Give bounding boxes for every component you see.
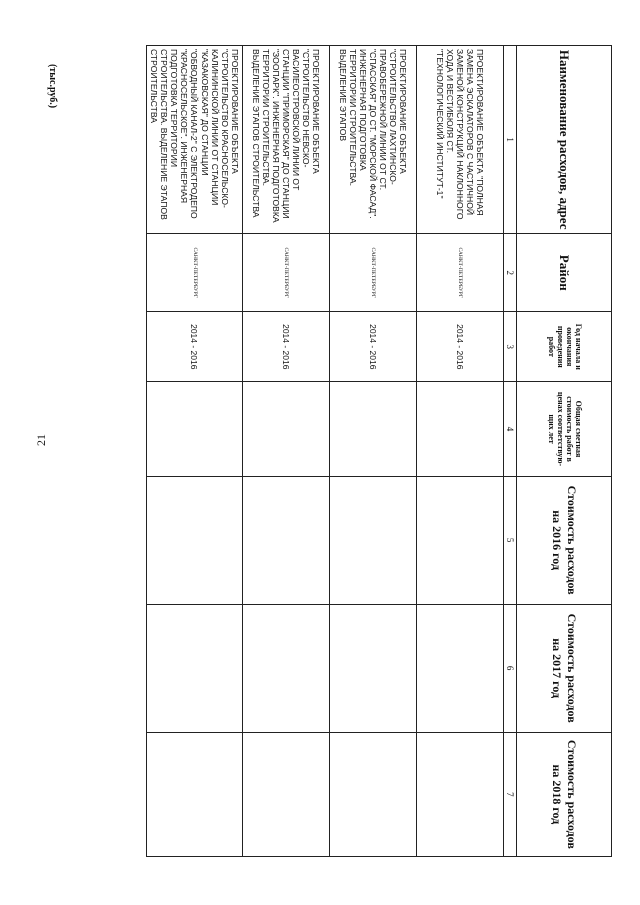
column-number: 5 — [504, 476, 517, 604]
expense-name: ПРОЕКТИРОВАНИЕ ОБЪЕКТА "СТРОИТЕЛЬСТВО НЕВСКО-ВАСИЛЕОСТРОВСКОЙ ЛИНИИ ОТ СТАНЦИИ "ПРИМОРСКАЯ" ДО СТАНЦИИ "ЗООПАРК". ИНЖЕНЕРНАЯ ПОДГОТОВКА ТЕРРИТОРИИ СТРОИТЕЛЬСТВА. ВЫДЕЛЕНИЕ ЭТАПОВ СТРОИТЕЛЬСТВА — [243, 46, 330, 234]
cost-2017-cell — [330, 604, 417, 732]
table-row — [417, 46, 504, 857]
years-cell: 2014 - 2016 — [417, 312, 504, 382]
years-cell: 2014 - 2016 — [243, 312, 330, 382]
header-cost-2018: Стоимость расходов на 2018 год — [517, 732, 612, 856]
header-name: Наименование расходов, адрес — [517, 46, 612, 234]
years-cell: 2014 - 2016 — [146, 312, 242, 382]
cost-2017-cell — [146, 604, 242, 732]
cost-2016-cell — [243, 476, 330, 604]
cost-2018-cell — [146, 732, 242, 856]
cost-2017-cell — [417, 604, 504, 732]
total-cost-cell — [146, 382, 242, 476]
expense-name: ПРОЕКТИРОВАНИЕ ОБЪЕКТА "СТРОИТЕЛЬСТВО ЛАХТИНСКО-ПРАВОБЕРЕЖНОЙ ЛИНИИ ОТ СТ. "СПАССКАЯ" ДО СТ. "МОРСКОЙ ФАСАД". ИНЖЕНЕРНАЯ ПОДГОТОВКА ТЕРРИТОРИИ СТРОИТЕЛЬСТВА. ВЫДЕЛЕНИЕ ЭТАПОВ — [330, 46, 417, 234]
area-cell: САНКТ-ПЕТЕРБУРГ — [330, 234, 417, 312]
cost-2018-cell — [417, 732, 504, 856]
header-row — [517, 46, 612, 857]
expense-table-container — [148, 45, 612, 857]
header-cost-2017: Стоимость расходов на 2017 год — [517, 604, 612, 732]
total-cost-cell — [330, 382, 417, 476]
table-row — [146, 46, 242, 857]
area-cell: САНКТ-ПЕТЕРБУРГ — [243, 234, 330, 312]
total-cost-cell — [243, 382, 330, 476]
column-number-row — [504, 46, 517, 857]
expense-table — [146, 45, 612, 857]
expense-name: ПРОЕКТИРОВАНИЕ ОБЪЕКТА "ПОЛНАЯ ЗАМЕНА ЭСКАЛАТОРОВ С ЧАСТИЧНОЙ ЗАМЕНОЙ КОНСТРУКЦИЙ НАКЛОННОГО ХОДА И ВЕСТИБЮЛЯ СТ. "ТЕХНОЛОГИЧЕСКИЙ ИНСТИТУТ-1" — [417, 46, 504, 234]
total-cost-cell — [417, 382, 504, 476]
column-number: 1 — [504, 46, 517, 234]
header-years: Год начала и окончания проведения работ — [517, 312, 612, 382]
cost-2016-cell — [417, 476, 504, 604]
header-total-cost: Общая сметная стоимость работ в ценах соответствую-щих лет — [517, 382, 612, 476]
cost-2017-cell — [243, 604, 330, 732]
column-number: 2 — [504, 234, 517, 312]
area-cell: САНКТ-ПЕТЕРБУРГ — [417, 234, 504, 312]
units-label: (тыс.руб.) — [47, 64, 58, 109]
column-number: 4 — [504, 382, 517, 476]
page-number: 21 — [34, 434, 48, 446]
table-row — [330, 46, 417, 857]
table-row — [243, 46, 330, 857]
cost-2016-cell — [146, 476, 242, 604]
cost-2018-cell — [330, 732, 417, 856]
column-number: 3 — [504, 312, 517, 382]
header-cost-2016: Стоимость расходов на 2016 год — [517, 476, 612, 604]
expense-name: ПРОЕКТИРОВАНИЕ ОБЪЕКТА "СТРОИТЕЛЬСТВО КРАСНОСЕЛЬСКО-КАЛИНИНСКОЙ ЛИНИИ ОТ СТАНЦИИ "КАЗАКОВСКАЯ" ДО СТАНЦИИ "ОБВОДНЫЙ КАНАЛ-2" С ЭЛЕКТРОДЕПО "КРАСНОСЕЛЬСКОЕ". ИНЖЕНЕРНАЯ ПОДГОТОВКА ТЕРРИТОРИИ СТРОИТЕЛЬСТВА. ВЫДЕЛЕНИЕ ЭТАПОВ СТРОИТЕЛЬСТВА — [146, 46, 242, 234]
cost-2018-cell — [243, 732, 330, 856]
header-area: Район — [517, 234, 612, 312]
column-number: 6 — [504, 604, 517, 732]
cost-2016-cell — [330, 476, 417, 604]
area-cell: САНКТ-ПЕТЕРБУРГ — [146, 234, 242, 312]
years-cell: 2014 - 2016 — [330, 312, 417, 382]
column-number: 7 — [504, 732, 517, 856]
